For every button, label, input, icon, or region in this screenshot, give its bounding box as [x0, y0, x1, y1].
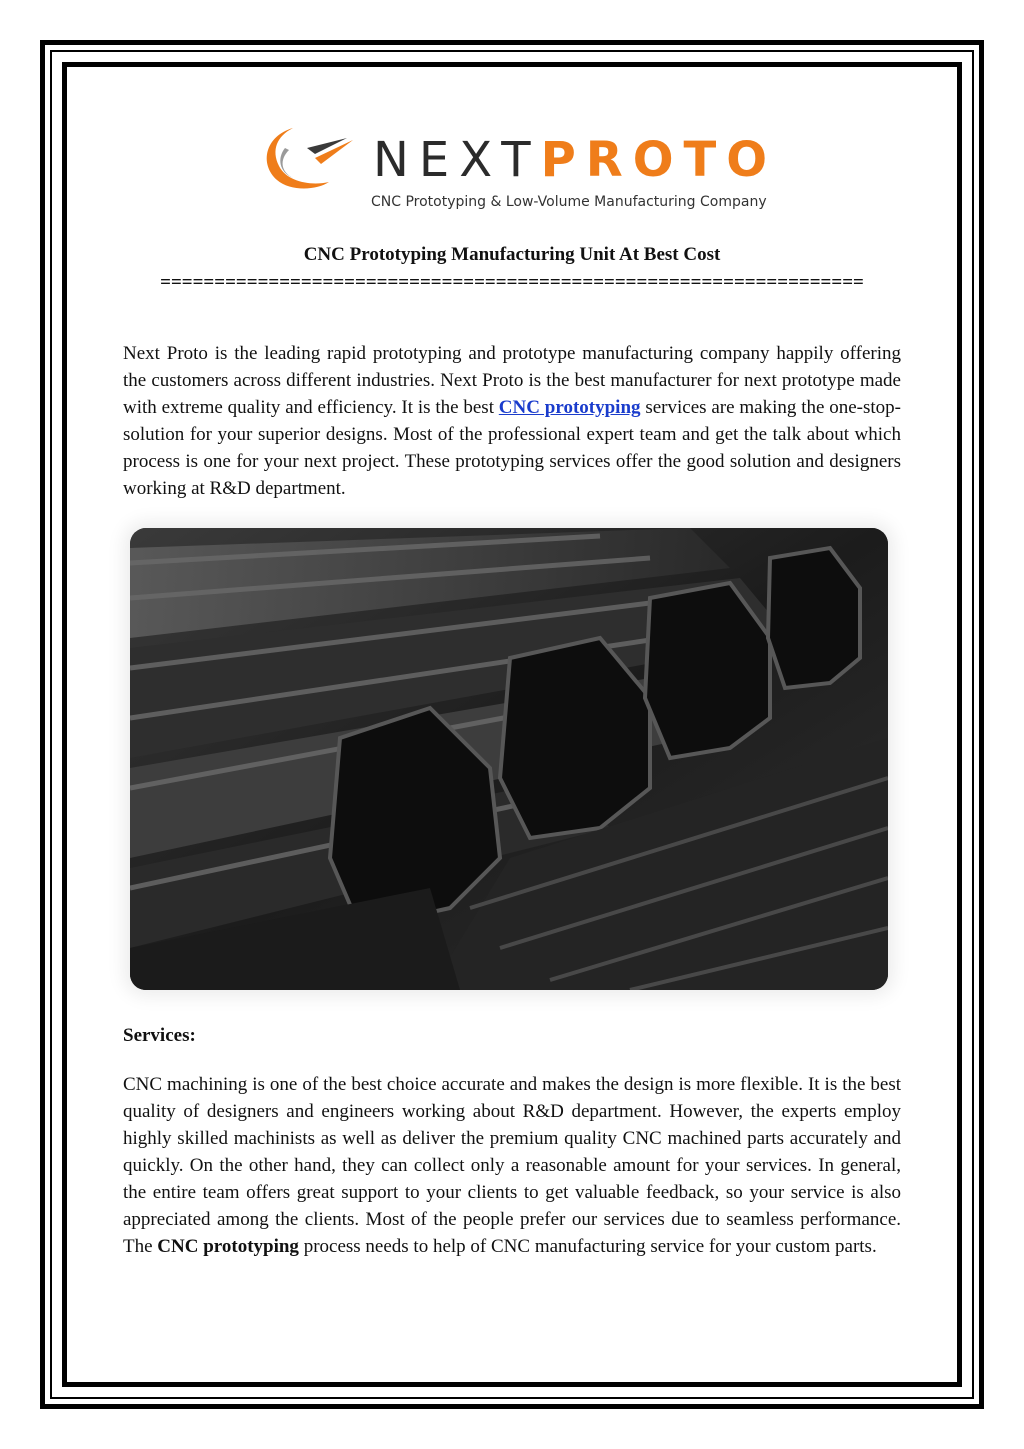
product-photo [130, 528, 888, 990]
logo-wordmark [373, 132, 777, 188]
title-divider: ================================================================= [160, 272, 864, 293]
cnc-prototyping-bold: CNC prototyping [157, 1236, 299, 1257]
logo-word-next: NEXT [373, 132, 541, 188]
crescent-swoosh-icon [255, 118, 355, 198]
services-text-start: CNC machining is one of the best choice accurate and makes the design is more flexible. It is the best quality of designers and engineers working about R&D department. However, the experts employ highly skilled machinists as well as deliver the premium quality CNC machined parts accurately and quickly. On the other hand, they can collect only a reasonable amount for your services. In general, the entire team offers great support to your clients to get valuable feedback, so your service is also appreciated among the clients. Most of the people prefer our services due to seamless performance. The [123, 1074, 901, 1257]
extrusion-profiles-image [130, 528, 888, 990]
company-logo [255, 118, 778, 218]
cnc-prototyping-link[interactable]: CNC prototyping [498, 397, 641, 418]
logo-tagline: CNC Prototyping & Low-Volume Manufacturing Company [371, 194, 767, 210]
document-title: CNC Prototyping Manufacturing Unit At Best Cost [303, 244, 721, 265]
intro-text-end: services are making the one-stop-solution for your superior designs. Most of the professional expert team and get the talk about which process is one for your next project. These prototyping services offer the good solution and designers working at R&D department. [123, 397, 901, 499]
intro-text-start: Next Proto is the leading rapid prototyping and prototype manufacturing company happily offering the customers across different industries. Next Proto is the best manufacturer for next prototype made with extreme quality and efficiency. It is the best [123, 343, 901, 418]
logo-word-proto: PROTO [540, 132, 778, 188]
intro-paragraph [123, 340, 901, 502]
services-text-end: process needs to help of CNC manufacturing service for your custom parts. [298, 1236, 877, 1257]
services-paragraph [123, 1071, 901, 1260]
services-heading: Services: [123, 1025, 196, 1046]
